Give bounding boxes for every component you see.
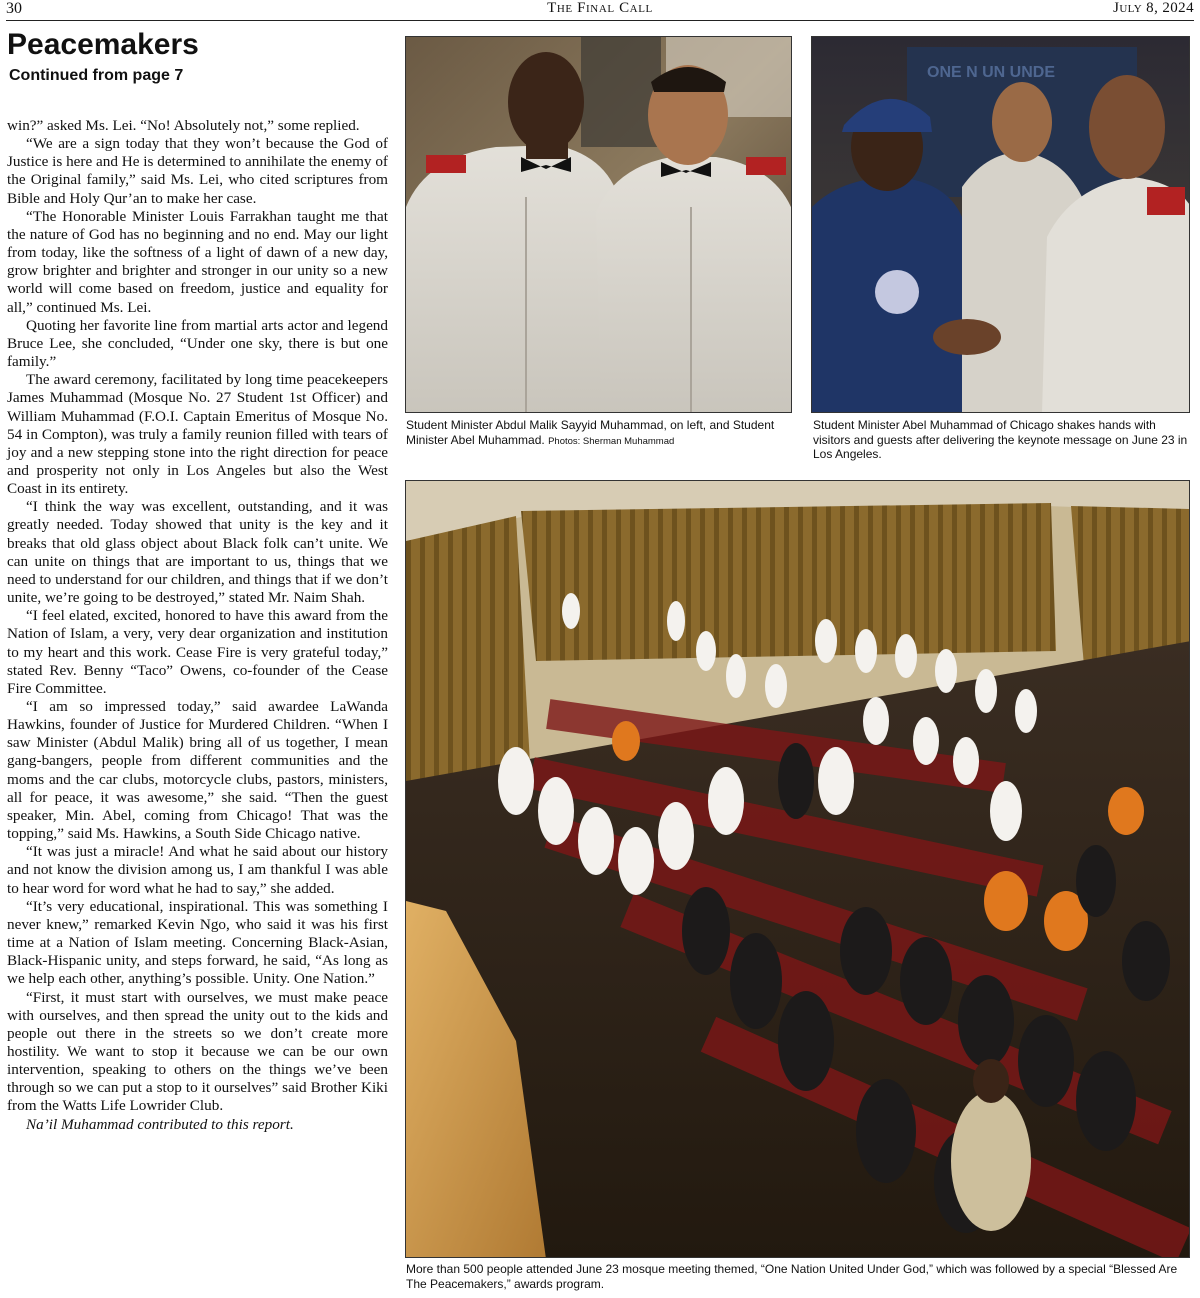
article-paragraph: “It was just a miracle! And what he said about our history and not know the division among us, I am thankful I was able to hear word for word what he had to say,” she added. [7, 843, 388, 897]
photo-caption: More than 500 people attended June 23 mosque meeting themed, “One Nation United Under God,” which was followed by a special “Blessed Are The Peacemakers,” awards program. [406, 1262, 1178, 1291]
article-paragraph: “I feel elated, excited, honored to have this award from the Nation of Islam, a very, very dear organization and institution to my heart and this work. Cease Fire is very grateful today,” stated Rev. Benny “Taco” Owens, co-founder of the Cease Fire Committee. [7, 607, 388, 697]
article-body [7, 117, 388, 1134]
audience-image [406, 481, 1190, 1258]
article-paragraph: win?” asked Ms. Lei. “No! Absolutely not,” some replied. [7, 117, 360, 134]
article-paragraph: “The Honorable Minister Louis Farrakhan taught me that the nature of God has no beginning and no end. May our light from today, like the softness of a light of dawn of a new day, grow brighter and brighter and stronger in our unity so a new world will come based on freedom, justice and equality for all,” continued Ms. Lei. [7, 207, 388, 316]
article-paragraph: “It’s very educational, inspirational. This was something I never knew,” remarked Kevin Ngo, who said it was his first time at a Nation of Islam meeting. Concerning Black-Asian, Black-Hispanic unity, and steps forward, he said, “As long as we help each other, anything’s possible. Unity. One Nation.” [7, 897, 388, 988]
caption-text: Student Minister Abdul Malik Sayyid Muhammad, on left, and Student Minister Abel Muhammad. [406, 418, 775, 447]
article-paragraph: “First, it must start with ourselves, we must make peace with ourselves, and then spread the unity out to the kids and people out there in the streets so we don’t create more hostility. We want to stop it because we can be our own intervention, speaking to others on the things we’ve been through so we can put a stop to it ourselves” said Brother Kiki from the Watts Life Lowrider Club. [7, 988, 388, 1115]
page-header [6, 0, 1194, 21]
article-paragraph: The award ceremony, facilitated by long time peacekeepers James Muhammad (Mosque No. 27 Student 1st Officer) and William Muhammad (F.O.I. Captain Emeritus of Mosque No. 54 in Compton), was truly a family reunion filled with tears of joy and a new stepping stone into the right direction for peace and prosperity not only in Los Angeles but also the West Coast in its entirety. [7, 371, 388, 498]
article-credit: Na’il Muhammad contributed to this report. [26, 1115, 294, 1133]
page-title: Peacemakers [7, 28, 199, 61]
photo-credit: Photos: Sherman Muhammad [548, 435, 675, 447]
handshake-image [812, 37, 1190, 413]
page-number: 30 [6, 0, 22, 17]
two-ministers-image [406, 37, 792, 413]
masthead: The Final Call [547, 0, 653, 16]
article-paragraph: “I think the way was excellent, outstanding, and it was greatly needed. Today showed that unity is the key and it breaks that old glass object about Black folk can’t unite. We can unite on things that are important to us, things that we need to understand for our children, and things that if we don’t unite, we’re going to be destroyed,” stated Mr. Naim Shah. [7, 498, 388, 607]
photo-audience [405, 480, 1190, 1258]
photo-two-ministers [405, 36, 792, 413]
banner-text: ONE N UN UNDE [927, 64, 1056, 81]
photo-caption [406, 418, 794, 449]
photo-handshake [811, 36, 1190, 413]
article-paragraph: “We are a sign today that they won’t because the God of Justice is here and He is determined to annihilate the enemy of the Original family,” said Ms. Lei, who cited scriptures from Bible and Holy Qur’an to make her case. [7, 135, 388, 207]
article-paragraph: “I am so impressed today,” said awardee LaWanda Hawkins, founder of Justice for Murdered Children. “When I saw Minister (Abdul Malik) bring all of us together, I mean gang-bangers, people from different communities and the moms and the car clubs, motorcycle clubs, pastors, ministers, all for peace, it was awesome,” she said. “Then the guest speaker, Min. Abel, coming from Chicago! That was the topping,” said Ms. Hawkins, a South Side Chicago native. [7, 698, 388, 843]
issue-date: July 8, 2024 [1113, 0, 1194, 16]
article-paragraph: Quoting her favorite line from martial arts actor and legend Bruce Lee, she concluded, “Under one sky, there is but one family.” [7, 316, 388, 371]
continued-line: Continued from page 7 [9, 67, 184, 84]
photo-caption: Student Minister Abel Muhammad of Chicago shakes hands with visitors and guests after delivering the keynote message on June 23 in Los Angeles. [813, 418, 1188, 461]
